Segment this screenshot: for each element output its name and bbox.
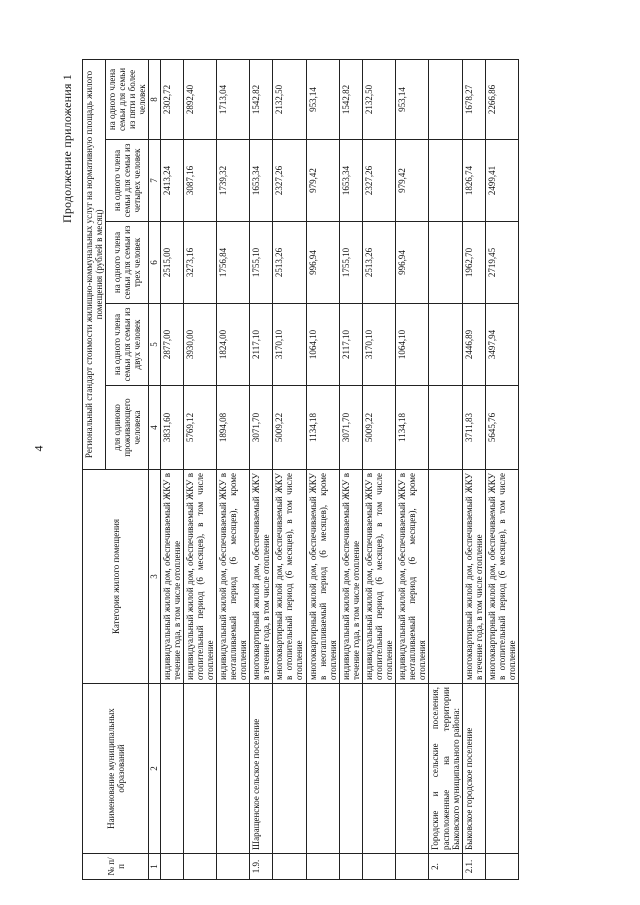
tariff-value: 5645,76 xyxy=(485,386,518,470)
tariff-value: 5009,22 xyxy=(273,386,306,470)
row-number xyxy=(273,854,306,880)
tariff-value: 1542,82 xyxy=(250,59,273,139)
tariff-value: 3170,10 xyxy=(362,304,395,386)
tariff-value: 1653,34 xyxy=(250,140,273,222)
housing-category: индивидуальный жилой дом, обеспечиваемый ЖКУ в отопительный период (6 месяцев), в том числе отопление xyxy=(362,470,395,684)
municipality-name: Шаращенское сельское поселение xyxy=(250,684,273,854)
colnum: 7 xyxy=(149,140,160,222)
tariff-value: 2132,50 xyxy=(273,59,306,139)
housing-category: индивидуальный жилой дом, обеспечиваемый ЖКУ в неотапливаемый период (6 месяцев), кроме отопления xyxy=(396,470,429,684)
header-category: Категория жилого помещения xyxy=(83,470,149,684)
municipality-name xyxy=(160,684,183,854)
tariff-value: 1134,18 xyxy=(306,386,339,470)
tariff-value: 2446,89 xyxy=(462,304,485,386)
tariff-value: 3170,10 xyxy=(273,304,306,386)
row-number: 1.9. xyxy=(250,854,273,880)
tariff-value: 5009,22 xyxy=(362,386,395,470)
tariff-value: 2302,72 xyxy=(160,59,183,139)
table-row xyxy=(339,59,362,879)
tariff-value: 2117,10 xyxy=(339,304,362,386)
municipality-name xyxy=(273,684,306,854)
table-row xyxy=(485,59,518,879)
page-number: 4 xyxy=(31,445,46,452)
table-row xyxy=(306,59,339,879)
tariff-value: 1653,34 xyxy=(339,140,362,222)
table-row xyxy=(183,59,216,879)
tariff-table xyxy=(82,59,519,880)
municipality-name: Городские и сельские поселения, расположенные на территории Быковского муниципального района: xyxy=(429,684,462,854)
tariff-value: 5769,12 xyxy=(183,386,216,470)
tariff-value: 2327,26 xyxy=(362,140,395,222)
municipality-name xyxy=(183,684,216,854)
tariff-value: 953,14 xyxy=(306,59,339,139)
colnum: 5 xyxy=(149,304,160,386)
tariff-value: 1824,00 xyxy=(216,304,249,386)
tariff-value: 2892,40 xyxy=(183,59,216,139)
tariff-value: 2327,26 xyxy=(273,140,306,222)
row-number xyxy=(485,854,518,880)
housing-category: многоквартирный жилой дом, обеспечиваемый ЖКУ в течение года, в том числе отопление xyxy=(462,470,485,684)
table-row xyxy=(429,59,462,879)
colnum: 6 xyxy=(149,222,160,304)
tariff-value: 3831,60 xyxy=(160,386,183,470)
header-no: № п/п xyxy=(83,854,149,880)
tariff-value: 2515,00 xyxy=(160,222,183,304)
header-sub-1: для одиноко проживающего человека xyxy=(106,386,149,470)
table-body xyxy=(160,59,519,879)
tariff-value: 2117,10 xyxy=(250,304,273,386)
tariff-value: 2719,45 xyxy=(485,222,518,304)
municipality-name: Быковское городское поселение xyxy=(462,684,485,854)
housing-category: индивидуальный жилой дом, обеспечиваемый ЖКУ в течение года, в том числе отопление xyxy=(339,470,362,684)
header-row-1 xyxy=(83,59,106,879)
header-sub-3: на одного члена семьи для семьи из трех человек xyxy=(106,222,149,304)
rotated-page xyxy=(60,60,640,880)
municipality-name xyxy=(485,684,518,854)
header-group: Региональный стандарт стоимости жилищно-коммунальных услуг на нормативную площадь жилого помещения (рублей в месяц) xyxy=(83,59,106,469)
housing-category: многоквартирный жилой дом, обеспечиваемый ЖКУ в отопительный период (6 месяцев), в том числе отопление xyxy=(485,470,518,684)
tariff-value: 3497,94 xyxy=(485,304,518,386)
tariff-value: 1064,10 xyxy=(306,304,339,386)
tariff-value xyxy=(429,222,462,304)
header-sub-4: на одного члена семьи для семьи из четырех человек xyxy=(106,140,149,222)
tariff-value: 1962,70 xyxy=(462,222,485,304)
colnum: 8 xyxy=(149,59,160,139)
tariff-value: 2499,41 xyxy=(485,140,518,222)
tariff-value: 1826,74 xyxy=(462,140,485,222)
table-row xyxy=(362,59,395,879)
tariff-value: 3071,70 xyxy=(250,386,273,470)
table-row xyxy=(160,59,183,879)
tariff-value: 1756,84 xyxy=(216,222,249,304)
housing-category: индивидуальный жилой дом, обеспечиваемый ЖКУ в отопительный период (6 месяцев), в том числе отопление xyxy=(183,470,216,684)
tariff-value xyxy=(429,59,462,139)
tariff-value: 3071,70 xyxy=(339,386,362,470)
housing-category xyxy=(429,470,462,684)
tariff-value: 1542,82 xyxy=(339,59,362,139)
municipality-name xyxy=(396,684,429,854)
tariff-value: 979,42 xyxy=(306,140,339,222)
tariff-value: 1134,18 xyxy=(396,386,429,470)
row-number xyxy=(216,854,249,880)
tariff-value xyxy=(429,304,462,386)
tariff-value: 996,94 xyxy=(396,222,429,304)
tariff-value: 953,14 xyxy=(396,59,429,139)
tariff-value: 3087,16 xyxy=(183,140,216,222)
tariff-value xyxy=(429,386,462,470)
housing-category: многоквартирный жилой дом, обеспечиваемый ЖКУ в неотапливаемый период (6 месяцев), кроме отопления xyxy=(306,470,339,684)
tariff-value: 2413,24 xyxy=(160,140,183,222)
row-number xyxy=(339,854,362,880)
header-sub-2: на одного члена семьи для семьи из двух человек xyxy=(106,304,149,386)
municipality-name xyxy=(339,684,362,854)
tariff-value: 3930,00 xyxy=(183,304,216,386)
column-numbers-row xyxy=(149,59,160,879)
colnum: 4 xyxy=(149,386,160,470)
row-number: 2. xyxy=(429,854,462,880)
table-row xyxy=(462,59,485,879)
municipality-name xyxy=(306,684,339,854)
municipality-name xyxy=(216,684,249,854)
appendix-note: Продолжение приложения 1 xyxy=(60,74,74,224)
row-number xyxy=(160,854,183,880)
tariff-value: 1678,27 xyxy=(462,59,485,139)
tariff-value: 2132,50 xyxy=(362,59,395,139)
row-number xyxy=(362,854,395,880)
tariff-value: 1739,32 xyxy=(216,140,249,222)
row-number xyxy=(183,854,216,880)
tariff-value: 2513,26 xyxy=(273,222,306,304)
housing-category: индивидуальный жилой дом, обеспечиваемый ЖКУ в неотапливаемый период (6 месяцев), кроме отопления xyxy=(216,470,249,684)
tariff-value: 1894,08 xyxy=(216,386,249,470)
tariff-value: 3711,83 xyxy=(462,386,485,470)
tariff-value: 1755,10 xyxy=(339,222,362,304)
tariff-value: 996,94 xyxy=(306,222,339,304)
tariff-value: 979,42 xyxy=(396,140,429,222)
row-number: 2.1. xyxy=(462,854,485,880)
tariff-value: 2513,26 xyxy=(362,222,395,304)
header-name: Наименование муниципальных образований xyxy=(83,684,149,854)
header-sub-5: на одного члена семьи для семьи из пяти и более человек xyxy=(106,59,149,139)
colnum: 3 xyxy=(149,470,160,684)
table-row xyxy=(216,59,249,879)
tariff-value: 2266,86 xyxy=(485,59,518,139)
colnum: 1 xyxy=(149,854,160,880)
tariff-value: 1064,10 xyxy=(396,304,429,386)
colnum: 2 xyxy=(149,684,160,854)
tariff-value: 1713,04 xyxy=(216,59,249,139)
table-row xyxy=(273,59,306,879)
tariff-value xyxy=(429,140,462,222)
municipality-name xyxy=(362,684,395,854)
housing-category: многоквартирный жилой дом, обеспечиваемый ЖКУ в отопительный период (6 месяцев), в том числе отопление xyxy=(273,470,306,684)
tariff-value: 1755,10 xyxy=(250,222,273,304)
tariff-value: 3273,16 xyxy=(183,222,216,304)
table-row xyxy=(250,59,273,879)
row-number xyxy=(306,854,339,880)
table-row xyxy=(396,59,429,879)
housing-category: многоквартирный жилой дом, обеспечиваемый ЖКУ в течение года, в том числе отопление xyxy=(250,470,273,684)
row-number xyxy=(396,854,429,880)
housing-category: индивидуальный жилой дом, обеспечиваемый ЖКУ в течение года, в том числе отопление xyxy=(160,470,183,684)
tariff-value: 2877,00 xyxy=(160,304,183,386)
